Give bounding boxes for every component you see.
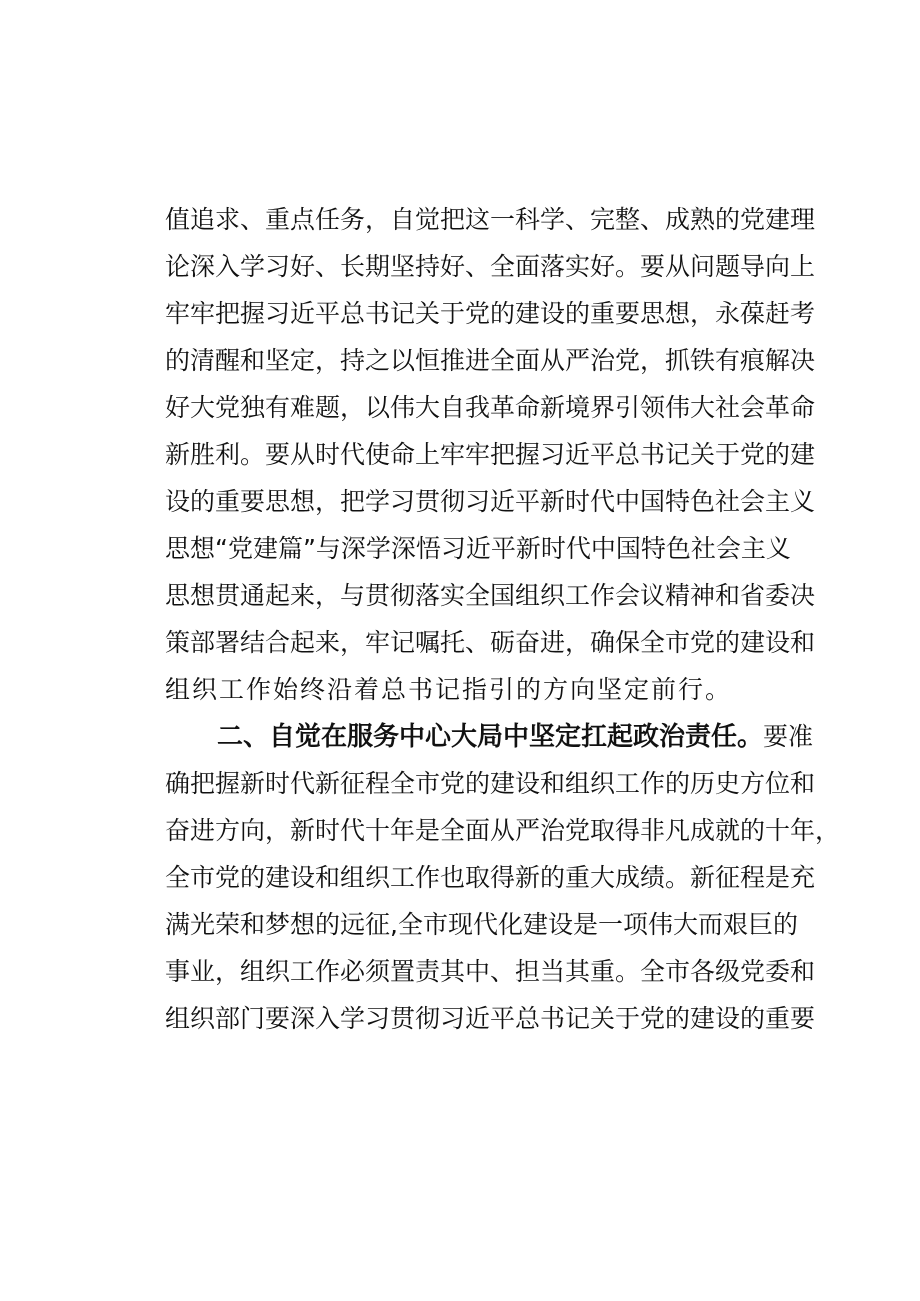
text-line: 的清醒和坚定，持之以恒推进全面从严治党，抓铁有痕解决 <box>165 346 816 375</box>
text-line: 值追求、重点任务，自觉把这一科学、完整、成熟的党建理 <box>165 205 816 234</box>
text-line: 组织部门要深入学习贯彻习近平总书记关于党的建设的重要 <box>165 1004 816 1033</box>
heading-line-rest: 要准 <box>763 722 814 751</box>
text-line: 组织工作始终沿着总书记指引的方向坚定前行。 <box>165 675 733 704</box>
text-line: 好大党独有难题，以伟大自我革命新境界引领伟大社会革命 <box>165 393 816 422</box>
section-heading-line <box>217 722 814 752</box>
text-line: 满光荣和梦想的远征,全市现代化建设是一项伟大而艰巨的 <box>165 910 798 939</box>
text-line: 牢牢把握习近平总书记关于党的建设的重要思想，永葆赶考 <box>165 299 816 328</box>
text-line: 事业，组织工作必须置责其中、担当其重。全市各级党委和 <box>165 957 816 986</box>
text-line: 全市党的建设和组织工作也取得新的重大成绩。新征程是充 <box>165 863 816 892</box>
text-line: 设的重要思想，把学习贯彻习近平新时代中国特色社会主义 <box>165 487 816 516</box>
text-line: 论深入学习好、长期坚持好、全面落实好。要从问题导向上 <box>165 252 816 281</box>
text-line: 策部署结合起来，牢记嘱托、砺奋进，确保全市党的建设和 <box>165 628 816 657</box>
text-line: 新胜利。要从时代使命上牢牢把握习近平总书记关于党的建 <box>165 440 816 469</box>
text-line: 奋进方向，新时代十年是全面从严治党取得非凡成就的十年， <box>165 816 841 845</box>
text-line: 确把握新时代新征程全市党的建设和组织工作的历史方位和 <box>165 769 816 798</box>
text-line: 思想贯通起来，与贯彻落实全国组织工作会议精神和省委决 <box>165 581 816 610</box>
section-heading: 二、自觉在服务中心大局中坚定扛起政治责任。 <box>217 722 764 752</box>
text-line: 思想“党建篇”与深学深悟习近平新时代中国特色社会主义 <box>165 534 791 563</box>
